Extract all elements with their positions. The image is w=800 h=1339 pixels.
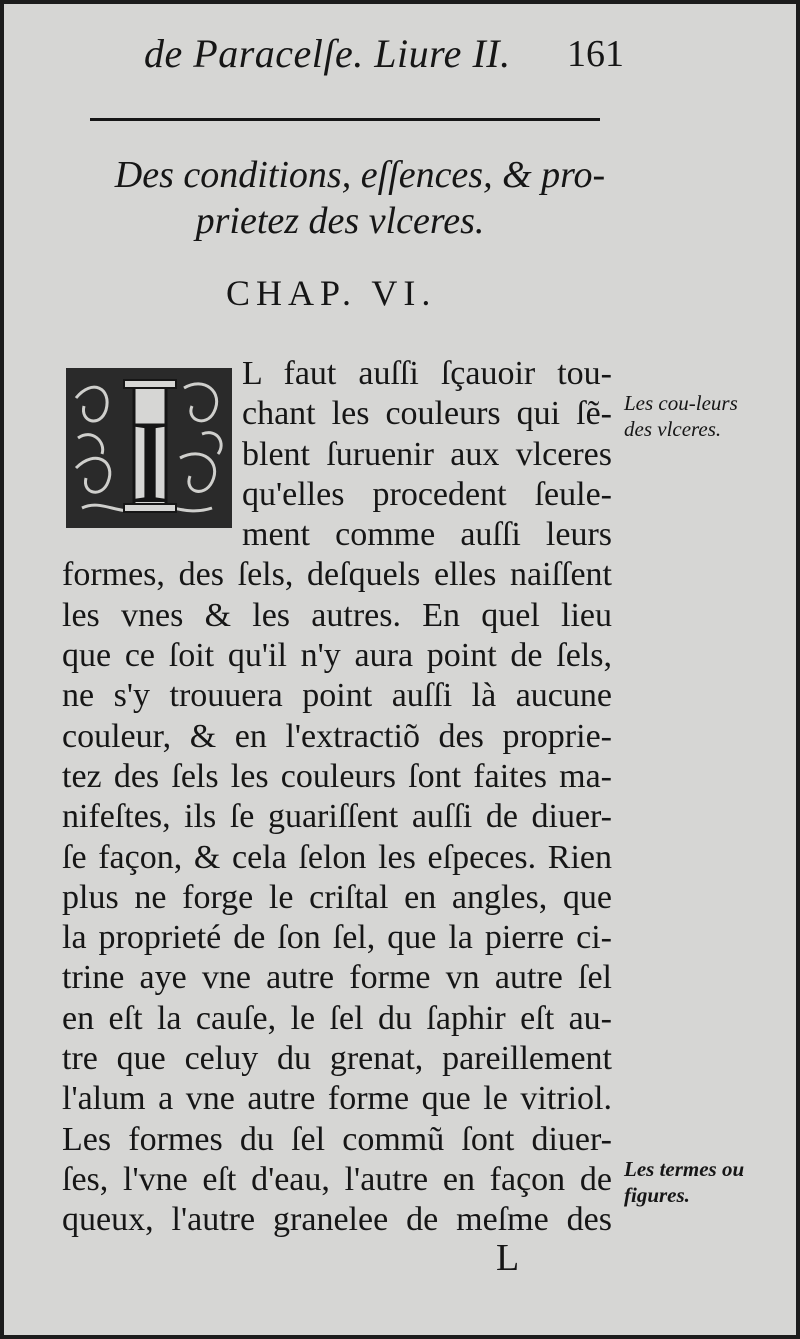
chapter-number: CHAP. VI.	[226, 273, 437, 313]
text-line: nifeſtes, ils ſe guariſſent auſſi de diuer-	[62, 798, 612, 836]
text-line: queux, l'autre granelee de meſme des	[62, 1201, 612, 1239]
margin-note: Les cou-leurs des vlceres.	[624, 391, 738, 441]
text-line: chant les couleurs qui ſẽ-	[242, 395, 612, 433]
running-head	[144, 22, 624, 76]
text-line: qu'elles procedent ſeule-	[242, 475, 612, 513]
text-line: ſe façon, & cela ſelon les eſpeces. Rien	[62, 838, 612, 876]
text-line: en eſt la cauſe, le ſel du ſaphir eſt au-	[62, 999, 612, 1037]
text-line: plus ne forge le criſtal en angles, que	[62, 878, 612, 916]
text-line: L faut auſſi ſçauoir tou-	[242, 355, 612, 392]
book-page	[4, 4, 796, 1335]
running-title: de Paracelſe. Liure II.	[144, 31, 511, 76]
text-line: tez des ſels les couleurs ſont faites ma-	[62, 757, 612, 795]
text-line: que ce ſoit qu'il n'y aura point de ſels,	[62, 637, 612, 675]
drop-cap-letter: I	[130, 395, 170, 528]
chapter-title-line-2: prietez des vlceres.	[195, 200, 485, 242]
text-line: Les formes du ſel commũ ſont diuer-	[62, 1120, 612, 1158]
body-text	[62, 354, 612, 1241]
text-line: les vnes & les autres. En quel lieu	[62, 596, 612, 634]
header-rule	[90, 118, 600, 121]
text-line: ment comme auſſi leurs	[242, 516, 612, 554]
text-line: ne s'y trouuera point auſſi là aucune	[62, 677, 612, 715]
text-line: trine aye vne autre forme vn autre ſel	[62, 959, 612, 997]
text-line: blent ſuruenir aux vlceres	[242, 435, 612, 473]
chapter-title-line-1: Des conditions, eſſences, & pro-	[114, 154, 606, 196]
margin-note: Les termes ou figures.	[624, 1157, 745, 1207]
text-line: tre que celuy du grenat, pareillement	[62, 1040, 612, 1078]
text-line: l'alum a vne autre forme que le vitriol.	[62, 1080, 612, 1118]
text-line: formes, des ſels, deſquels elles naiſſent	[62, 556, 612, 594]
signature-mark: L	[496, 1237, 520, 1279]
text-line: ſes, l'vne eſt d'eau, l'autre en façon de	[62, 1160, 612, 1198]
page-number: 161	[567, 33, 624, 75]
text-line: couleur, & en l'extractiõ des proprie-	[62, 717, 612, 755]
text-line: la proprieté de ſon ſel, que la pierre ci-	[62, 919, 612, 957]
